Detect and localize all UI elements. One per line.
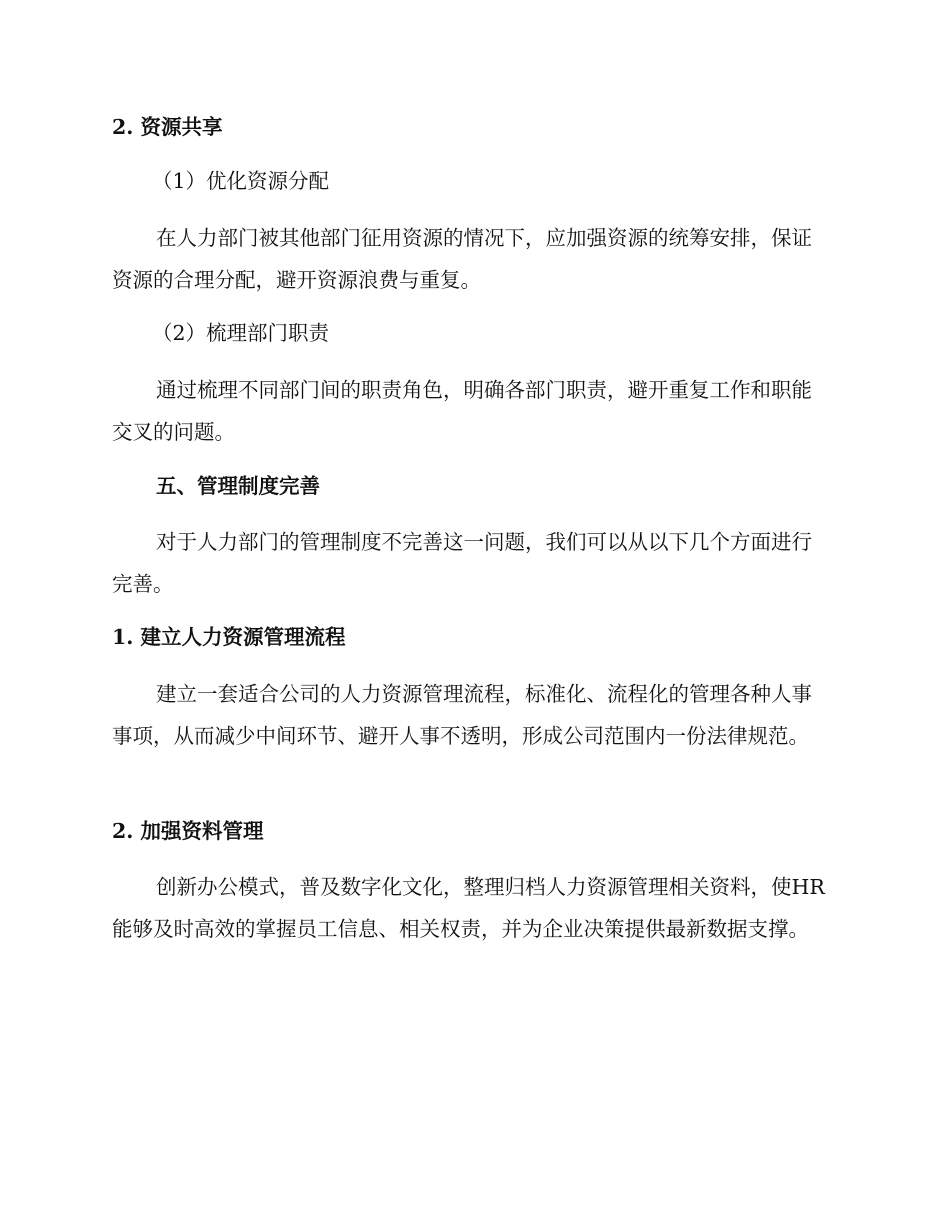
subheading-department-duties: （2）梳理部门职责 — [152, 321, 330, 345]
section-heading-management-system: 五、管理制度完善 — [156, 474, 320, 498]
paragraph-department-duties: 通过梳理不同部门间的职责角色，明确各部门职责，避开重复工作和职能交叉的问题。 — [112, 378, 812, 444]
section-heading-resource-sharing: 2. 资源共享 — [112, 115, 223, 139]
section-heading-data-management: 2. 加强资料管理 — [112, 819, 264, 843]
paragraph-data-management: 创新办公模式，普及数字化文化，整理归档人力资源管理相关资料，使HR能够及时高效的掌握员工信息、相关权责，并为企业决策提供最新数据支撑。 — [112, 875, 825, 941]
paragraph-management-system: 对于人力部门的管理制度不完善这一问题，我们可以从以下几个方面进行完善。 — [112, 530, 812, 596]
paragraph-resource-allocation: 在人力部门被其他部门征用资源的情况下，应加强资源的统筹安排，保证资源的合理分配，避开资源浪费与重复。 — [112, 226, 812, 292]
section-heading-hr-process: 1. 建立人力资源管理流程 — [112, 625, 346, 649]
paragraph-hr-process: 建立一套适合公司的人力资源管理流程，标准化、流程化的管理各种人事事项，从而减少中间环节、避开人事不透明，形成公司范围内一份法律规范。 — [112, 682, 812, 748]
subheading-optimize-allocation: （1）优化资源分配 — [152, 169, 330, 193]
